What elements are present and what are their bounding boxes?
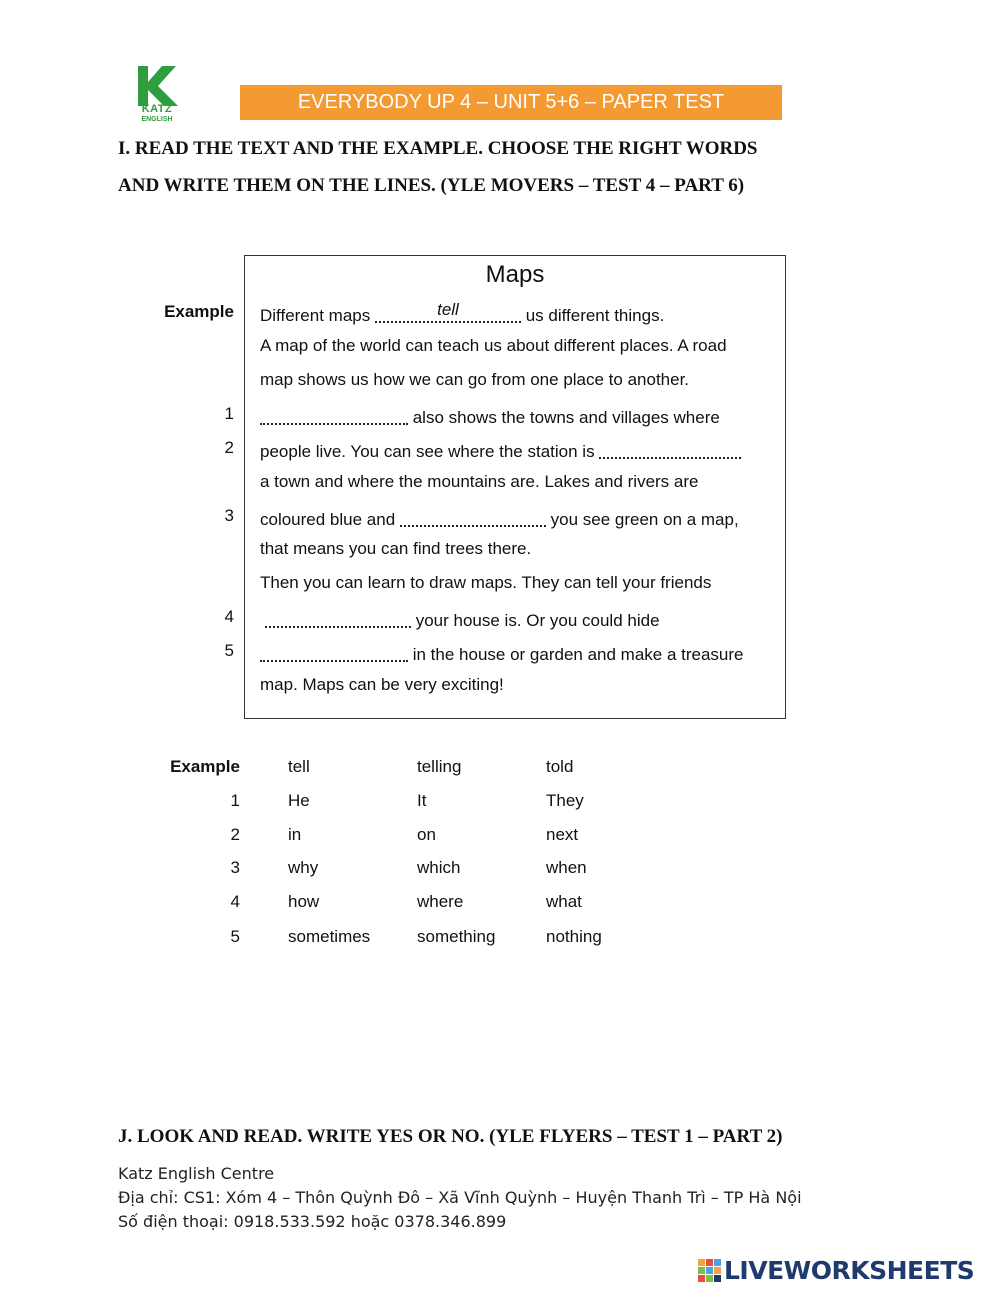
passage-line: a town and where the mountains are. Lakes and rivers are bbox=[260, 472, 699, 491]
label-q4: 4 bbox=[224, 607, 234, 626]
katz-k-icon bbox=[134, 66, 180, 106]
passage-text: people live. You can see where the station is bbox=[260, 442, 600, 461]
option-row-label: 3 bbox=[230, 858, 240, 877]
section-i-heading-line1: I. READ THE TEXT AND THE EXAMPLE. CHOOSE THE RIGHT WORDS bbox=[118, 138, 758, 159]
footer-phone: Số điện thoại: 0918.533.592 hoặc 0378.346.899 bbox=[118, 1212, 507, 1231]
option-a[interactable]: He bbox=[288, 791, 310, 810]
section-i-heading-line2: AND WRITE THEM ON THE LINES. (YLE MOVERS – TEST 4 – PART 6) bbox=[118, 175, 745, 196]
passage-line-q3 bbox=[260, 505, 739, 531]
option-c[interactable]: what bbox=[546, 892, 582, 911]
option-row-label: 5 bbox=[230, 927, 240, 946]
passage-title: Maps bbox=[485, 261, 545, 288]
example-answer: tell bbox=[437, 300, 459, 319]
footer-centre-name: Katz English Centre bbox=[118, 1164, 275, 1183]
liveworksheets-watermark bbox=[698, 1256, 998, 1286]
passage-line: map shows us how we can go from one place to another. bbox=[260, 370, 690, 389]
option-a[interactable]: sometimes bbox=[288, 927, 371, 946]
option-row-label: 4 bbox=[230, 892, 240, 911]
passage-text: coloured blue and bbox=[260, 510, 400, 529]
label-example: Example bbox=[164, 302, 234, 321]
option-b[interactable]: It bbox=[417, 791, 427, 810]
option-b[interactable]: where bbox=[417, 892, 464, 911]
answer-blank-4[interactable] bbox=[265, 608, 411, 628]
example-answer-blank bbox=[375, 300, 521, 323]
section-j-heading: J. LOOK AND READ. WRITE YES OR NO. (YLE FLYERS – TEST 1 – PART 2) bbox=[118, 1126, 783, 1147]
label-q5: 5 bbox=[224, 641, 234, 660]
option-row-label: 2 bbox=[230, 825, 240, 844]
passage-line-example bbox=[260, 301, 664, 327]
passage-line-q5 bbox=[260, 640, 744, 666]
passage-text: in the house or garden and make a treasure bbox=[408, 645, 744, 664]
option-c[interactable]: next bbox=[546, 825, 579, 844]
answer-blank-1[interactable] bbox=[260, 405, 408, 425]
passage-line: that means you can find trees there. bbox=[260, 539, 532, 558]
answer-blank-2[interactable] bbox=[599, 439, 741, 459]
katz-english-logo bbox=[134, 66, 182, 128]
option-c[interactable]: They bbox=[546, 791, 584, 810]
passage-line-q4 bbox=[260, 606, 660, 632]
passage-text: also shows the towns and villages where bbox=[408, 408, 720, 427]
option-row-label: Example bbox=[170, 757, 240, 776]
liveworksheets-logo-icon bbox=[698, 1259, 722, 1283]
passage-line-q1 bbox=[260, 403, 720, 429]
passage-line: A map of the world can teach us about different places. A road bbox=[260, 336, 727, 355]
option-row-label: 1 bbox=[230, 791, 240, 810]
liveworksheets-text: LIVEWORKSHEETS bbox=[724, 1256, 975, 1285]
label-q3: 3 bbox=[224, 506, 234, 525]
page-title-banner: EVERYBODY UP 4 – UNIT 5+6 – PAPER TEST bbox=[240, 85, 782, 120]
option-a[interactable]: why bbox=[288, 858, 319, 877]
answer-blank-5[interactable] bbox=[260, 642, 408, 662]
option-a[interactable]: in bbox=[288, 825, 302, 844]
answer-blank-3[interactable] bbox=[400, 507, 546, 527]
passage-line-q2 bbox=[260, 437, 741, 463]
footer-address: Địa chỉ: CS1: Xóm 4 – Thôn Quỳnh Đô – Xã Vĩnh Quỳnh – Huyện Thanh Trì – TP Hà Nội bbox=[118, 1188, 802, 1207]
passage-text: your house is. Or you could hide bbox=[411, 611, 660, 630]
option-c[interactable]: when bbox=[546, 858, 587, 877]
passage-text: Different maps bbox=[260, 306, 375, 325]
option-b[interactable]: something bbox=[417, 927, 496, 946]
option-a[interactable]: how bbox=[288, 892, 320, 911]
label-q2: 2 bbox=[224, 438, 234, 457]
option-a: tell bbox=[288, 757, 310, 776]
passage-line: Then you can learn to draw maps. They can tell your friends bbox=[260, 573, 712, 592]
logo-brand: KATZ bbox=[141, 103, 173, 115]
option-b: telling bbox=[417, 757, 462, 776]
option-b[interactable]: which bbox=[417, 858, 461, 877]
logo-sub: ENGLISH bbox=[141, 116, 173, 123]
option-c: told bbox=[546, 757, 574, 776]
label-q1: 1 bbox=[224, 404, 234, 423]
passage-text: you see green on a map, bbox=[545, 510, 739, 529]
option-b[interactable]: on bbox=[417, 825, 436, 844]
passage-text: us different things. bbox=[520, 306, 665, 325]
passage-line: map. Maps can be very exciting! bbox=[260, 675, 504, 694]
option-c[interactable]: nothing bbox=[546, 927, 602, 946]
